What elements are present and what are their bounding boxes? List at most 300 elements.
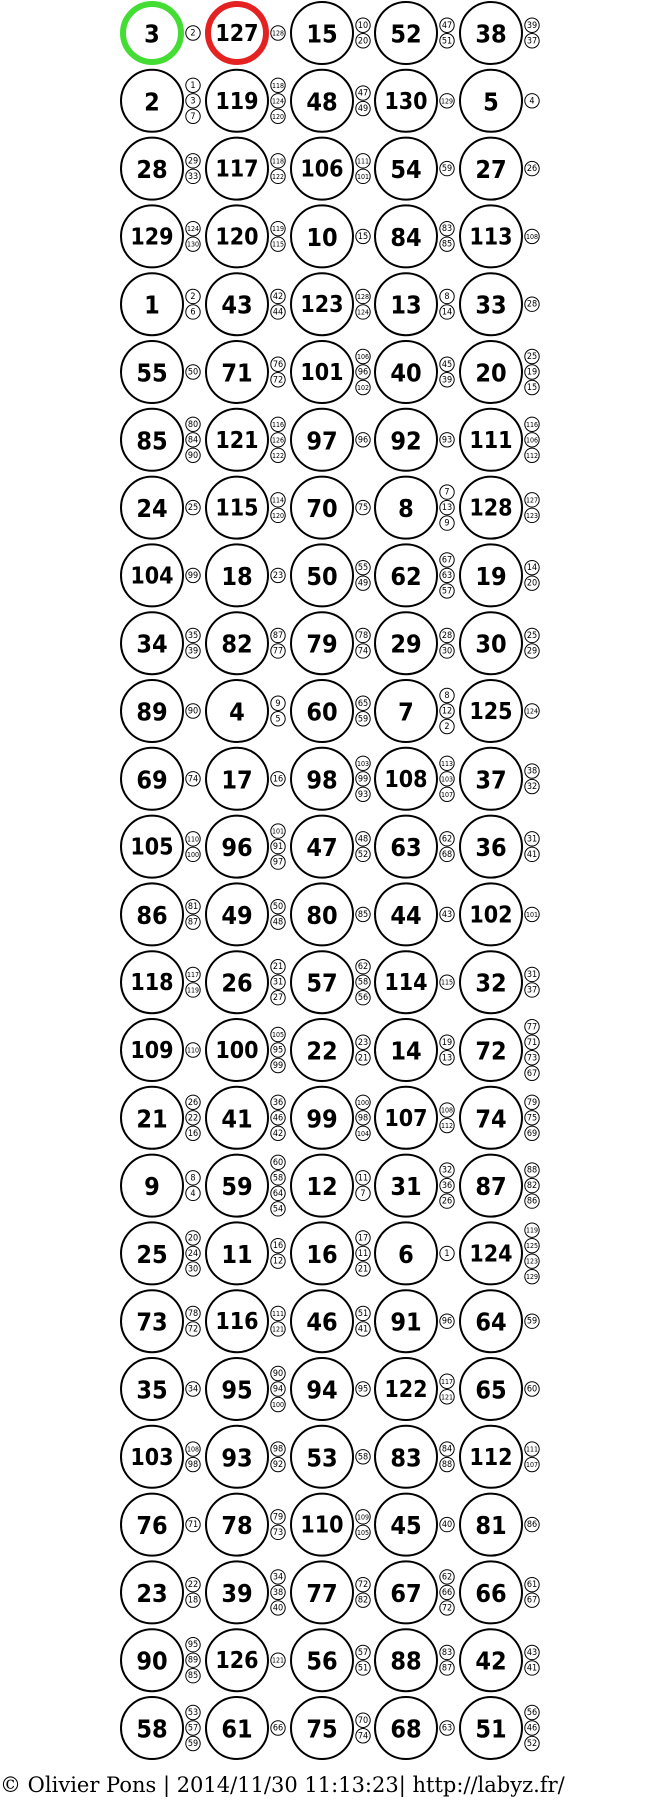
maze-cell[interactable]: [121, 138, 200, 200]
maze-cell[interactable]: [206, 409, 285, 471]
link-badge-number: 116: [271, 420, 285, 429]
maze-cell[interactable]: [291, 409, 370, 471]
maze-cell[interactable]: [206, 138, 285, 200]
link-badge: [186, 899, 200, 913]
link-badge: [356, 712, 370, 726]
link-badge: [525, 1517, 539, 1531]
link-badge-number: 21: [272, 962, 284, 973]
maze-cell[interactable]: [206, 1426, 285, 1488]
maze-cell[interactable]: [460, 205, 539, 267]
link-badge-number: 124: [186, 225, 200, 234]
link-badge-number: 10: [357, 20, 369, 31]
maze-cell[interactable]: [375, 951, 454, 1013]
link-badge-number: 51: [357, 1663, 369, 1674]
link-badge: [271, 1525, 285, 1539]
maze-cell[interactable]: [206, 70, 285, 132]
maze-cell[interactable]: [375, 1019, 454, 1081]
link-badge-number: 81: [187, 902, 199, 913]
maze-cell[interactable]: [121, 748, 200, 810]
maze-cell[interactable]: [460, 1290, 539, 1352]
maze-cell[interactable]: [375, 409, 454, 471]
link-badge: [440, 289, 454, 303]
link-badge-number: 31: [526, 834, 538, 845]
link-badge: [356, 154, 370, 168]
link-badge-number: 26: [187, 1097, 199, 1108]
maze-cell[interactable]: [206, 1155, 285, 1217]
maze-cell[interactable]: [121, 816, 200, 878]
link-badge-number: 103: [440, 775, 454, 784]
maze-cell[interactable]: [375, 883, 454, 945]
link-badge-number: 13: [441, 503, 453, 514]
link-badge-number: 86: [526, 1520, 538, 1531]
link-badge: [440, 719, 454, 733]
maze-cell[interactable]: [375, 612, 454, 674]
maze-cell[interactable]: [460, 883, 539, 945]
link-badge-number: 74: [187, 774, 199, 785]
cell-number: 123: [300, 292, 344, 319]
maze-cell[interactable]: [291, 2, 370, 64]
link-badge-number: 88: [526, 1165, 538, 1176]
link-badge: [186, 1736, 200, 1750]
link-badge: [271, 1510, 285, 1524]
maze-cell[interactable]: [375, 1494, 454, 1556]
link-badge: [356, 907, 370, 921]
link-badge: [271, 78, 285, 92]
maze-cell[interactable]: [375, 1561, 454, 1623]
link-badge-number: 121: [440, 1393, 454, 1402]
link-badge-number: 100: [186, 850, 200, 859]
maze-cell[interactable]: [291, 748, 370, 810]
link-badge-number: 96: [357, 367, 369, 378]
maze-cell[interactable]: [121, 1629, 200, 1691]
link-badge: [271, 1322, 285, 1336]
maze-cell[interactable]: [206, 1494, 285, 1556]
link-badge-number: 32: [441, 1165, 453, 1176]
cell-number: 121: [215, 427, 259, 454]
link-badge: [356, 1382, 370, 1396]
link-badge-number: 31: [272, 977, 284, 988]
maze-cell[interactable]: [460, 1561, 539, 1623]
cell-number: 112: [469, 1444, 513, 1471]
link-badge: [271, 109, 285, 123]
link-badge: [525, 644, 539, 658]
link-badge: [186, 1095, 200, 1109]
maze-cell[interactable]: [291, 341, 370, 403]
maze-cell[interactable]: [121, 1426, 200, 1488]
link-badge-number: 23: [357, 1037, 369, 1048]
link-badge: [525, 34, 539, 48]
maze-cell[interactable]: [121, 409, 200, 471]
link-badge: [356, 1525, 370, 1539]
maze-cell[interactable]: [291, 1358, 370, 1420]
link-badge-number: 105: [356, 1528, 370, 1537]
link-badge: [186, 1246, 200, 1260]
maze-cell[interactable]: [460, 70, 539, 132]
link-badge-number: 24: [187, 1248, 199, 1259]
maze-cell[interactable]: [121, 1222, 200, 1284]
link-badge: [525, 1269, 539, 1283]
maze-cell[interactable]: [460, 1087, 539, 1149]
maze-cell[interactable]: [121, 612, 200, 674]
link-badge: [271, 772, 285, 786]
link-badge-number: 115: [440, 978, 454, 987]
link-badge-number: 7: [444, 487, 450, 498]
maze-cell[interactable]: [460, 341, 539, 403]
maze-cell[interactable]: [375, 477, 454, 539]
link-badge-number: 13: [441, 1053, 453, 1064]
maze-cell[interactable]: [375, 680, 454, 742]
link-badge: [356, 696, 370, 710]
maze-cell[interactable]: [291, 612, 370, 674]
maze-cell[interactable]: [121, 1494, 200, 1556]
link-badge: [356, 1126, 370, 1140]
cell-number: 18: [221, 561, 253, 591]
link-badge: [440, 1035, 454, 1049]
link-badge-number: 33: [187, 171, 199, 182]
link-badge: [271, 1027, 285, 1041]
cell-number: 61: [221, 1714, 253, 1744]
maze-cell[interactable]: [375, 816, 454, 878]
maze-cell[interactable]: [206, 1358, 285, 1420]
link-badge: [525, 1457, 539, 1471]
link-badge-number: 49: [357, 578, 369, 589]
maze-cell[interactable]: [375, 1290, 454, 1352]
maze-cell[interactable]: [291, 1629, 370, 1691]
link-badge: [356, 380, 370, 394]
link-badge-number: 127: [525, 496, 539, 505]
maze-cell[interactable]: [206, 1629, 285, 1691]
maze-cell[interactable]: [460, 1426, 539, 1488]
maze-cell[interactable]: [291, 951, 370, 1013]
maze-cell[interactable]: [121, 341, 200, 403]
link-badge: [525, 779, 539, 793]
link-badge: [271, 644, 285, 658]
maze-cell[interactable]: [291, 544, 370, 606]
cell-number: 50: [306, 561, 338, 591]
link-badge-number: 118: [271, 81, 285, 90]
link-badge-number: 37: [526, 36, 538, 47]
link-badge-number: 63: [441, 1723, 453, 1734]
maze-cell[interactable]: [460, 1494, 539, 1556]
link-badge-number: 27: [272, 993, 284, 1004]
link-badge: [186, 1577, 200, 1591]
maze-cell[interactable]: [206, 544, 285, 606]
maze-cell[interactable]: [121, 544, 200, 606]
maze-cell[interactable]: [291, 680, 370, 742]
link-badge: [186, 305, 200, 319]
link-badge-number: 77: [272, 646, 284, 657]
maze-cell[interactable]: [375, 544, 454, 606]
maze-cell[interactable]: [375, 1629, 454, 1691]
link-badge-number: 66: [272, 1723, 284, 1734]
link-badge: [356, 1593, 370, 1607]
link-badge: [271, 696, 285, 710]
cell-number: 17: [221, 765, 253, 795]
maze-cell[interactable]: [375, 1358, 454, 1420]
link-badge-number: 117: [186, 970, 200, 979]
link-badge: [356, 1186, 370, 1200]
maze-cell[interactable]: [291, 1019, 370, 1081]
maze-cell[interactable]: [121, 70, 200, 132]
maze-cell[interactable]: [291, 273, 370, 335]
link-badge: [356, 960, 370, 974]
cell-number: 106: [300, 156, 344, 183]
link-badge-number: 70: [357, 1715, 369, 1726]
link-badge-number: 2: [190, 291, 196, 302]
link-badge-number: 47: [441, 20, 453, 31]
maze-cell[interactable]: [291, 138, 370, 200]
maze-cell[interactable]: [121, 1561, 200, 1623]
link-badge-number: 60: [272, 1157, 284, 1168]
maze-cell[interactable]: [291, 205, 370, 267]
maze-cell[interactable]: [123, 4, 200, 62]
cell-number: 36: [475, 833, 507, 863]
maze-cell[interactable]: [206, 1290, 285, 1352]
maze-cell[interactable]: [121, 680, 200, 742]
link-badge: [356, 1035, 370, 1049]
maze-cell[interactable]: [121, 273, 200, 335]
maze-cell[interactable]: [375, 1087, 454, 1149]
maze-cell[interactable]: [291, 1087, 370, 1149]
maze-cell[interactable]: [375, 1697, 454, 1759]
maze-cell[interactable]: [375, 70, 454, 132]
link-badge: [271, 1202, 285, 1216]
link-badge: [271, 1171, 285, 1185]
maze-cell[interactable]: [460, 273, 539, 335]
cell-number: 87: [475, 1172, 507, 1202]
link-badge: [525, 18, 539, 32]
maze-cell[interactable]: [206, 1019, 285, 1081]
link-badge: [271, 448, 285, 462]
link-badge-number: 42: [272, 291, 284, 302]
link-badge-number: 74: [357, 1731, 369, 1742]
link-badge-number: 78: [357, 630, 369, 641]
link-badge: [440, 584, 454, 598]
maze-cell[interactable]: [206, 883, 285, 945]
link-badge: [271, 1721, 285, 1735]
link-badge: [525, 967, 539, 981]
maze-cell[interactable]: [291, 477, 370, 539]
maze-cell[interactable]: [206, 951, 285, 1013]
link-badge-number: 106: [356, 353, 370, 361]
maze-cell[interactable]: [460, 816, 539, 878]
link-badge-number: 48: [272, 917, 284, 928]
link-badge: [186, 628, 200, 642]
link-badge: [440, 516, 454, 530]
maze-cell[interactable]: [460, 1155, 539, 1217]
link-badge: [525, 1593, 539, 1607]
cell-number: 129: [130, 224, 174, 251]
maze-cell[interactable]: [291, 1426, 370, 1488]
maze-cell[interactable]: [375, 138, 454, 200]
cell-number: 31: [390, 1172, 422, 1202]
maze-cell[interactable]: [206, 273, 285, 335]
maze-cell[interactable]: [291, 1697, 370, 1759]
link-badge-number: 93: [441, 435, 453, 446]
maze-cell[interactable]: [208, 4, 285, 62]
cell-number: 22: [306, 1036, 338, 1066]
link-badge-number: 123: [525, 511, 539, 520]
maze-cell[interactable]: [460, 951, 539, 1013]
maze-cell[interactable]: [460, 680, 539, 742]
link-badge: [440, 832, 454, 846]
link-badge-number: 115: [271, 240, 285, 249]
maze-cell[interactable]: [121, 883, 200, 945]
cell-number: 42: [475, 1646, 507, 1676]
maze-cell[interactable]: [291, 883, 370, 945]
link-badge: [525, 448, 539, 462]
link-badge: [525, 1178, 539, 1192]
maze-cell[interactable]: [206, 748, 285, 810]
cell-number: 11: [221, 1239, 253, 1269]
maze-cell[interactable]: [291, 1290, 370, 1352]
link-badge: [525, 832, 539, 846]
maze-cell[interactable]: [460, 1019, 539, 1081]
link-badge: [525, 983, 539, 997]
link-badge: [186, 237, 200, 251]
link-badge-number: 48: [357, 834, 369, 845]
maze-cell[interactable]: [375, 1426, 454, 1488]
maze-cell[interactable]: [121, 205, 200, 267]
cell-number: 45: [390, 1511, 422, 1541]
cell-number: 95: [221, 1375, 253, 1405]
link-badge: [525, 847, 539, 861]
maze-cell[interactable]: [206, 816, 285, 878]
cell-number: 74: [475, 1104, 507, 1134]
maze-cell[interactable]: [121, 951, 200, 1013]
cell-number: 41: [221, 1104, 253, 1134]
link-badge: [186, 983, 200, 997]
maze-cell[interactable]: [121, 1358, 200, 1420]
maze-cell[interactable]: [460, 1358, 539, 1420]
link-badge: [440, 373, 454, 387]
link-badge-number: 63: [441, 570, 453, 581]
link-badge: [356, 787, 370, 801]
link-badge-number: 87: [441, 1663, 453, 1674]
link-badge: [271, 154, 285, 168]
maze-cell[interactable]: [375, 748, 454, 810]
link-badge-number: 43: [441, 909, 453, 920]
link-badge-number: 20: [357, 36, 369, 47]
link-badge-number: 69: [526, 1128, 538, 1139]
link-badge-number: 21: [357, 1053, 369, 1064]
link-badge-number: 49: [357, 104, 369, 115]
link-badge: [440, 1645, 454, 1659]
cell-number: 113: [469, 224, 513, 251]
maze-cell[interactable]: [121, 477, 200, 539]
maze-cell[interactable]: [206, 341, 285, 403]
maze-cell[interactable]: [121, 1087, 200, 1149]
link-badge-number: 51: [357, 1308, 369, 1319]
maze-cell[interactable]: [206, 680, 285, 742]
maze-cell[interactable]: [206, 1222, 285, 1284]
maze-cell[interactable]: [460, 477, 539, 539]
link-badge: [356, 86, 370, 100]
maze-cell[interactable]: [206, 1561, 285, 1623]
link-badge: [271, 289, 285, 303]
link-badge-number: 90: [187, 450, 199, 461]
maze-cell[interactable]: [121, 1019, 200, 1081]
maze-cell[interactable]: [460, 612, 539, 674]
maze-cell[interactable]: [206, 205, 285, 267]
link-badge: [525, 628, 539, 642]
link-badge-number: 45: [441, 359, 453, 370]
link-badge: [271, 508, 285, 522]
maze-cell[interactable]: [206, 1697, 285, 1759]
cell-number: 46: [306, 1307, 338, 1337]
maze-cell[interactable]: [460, 138, 539, 200]
link-badge: [356, 1171, 370, 1185]
cell-number: 130: [384, 88, 428, 115]
maze-cell[interactable]: [460, 1629, 539, 1691]
link-badge: [440, 704, 454, 718]
maze-cell[interactable]: [375, 1222, 454, 1284]
link-badge-number: 79: [526, 1097, 538, 1108]
cell-number: 80: [306, 900, 338, 930]
link-badge-number: 26: [526, 164, 538, 175]
cell-number: 84: [390, 222, 422, 252]
link-badge-number: 73: [526, 1053, 538, 1064]
link-badge-number: 59: [526, 1316, 538, 1327]
link-badge-number: 19: [526, 367, 538, 378]
cell-number: 90: [136, 1646, 168, 1676]
cell-number: 93: [221, 1443, 253, 1473]
link-badge-number: 56: [357, 993, 369, 1004]
maze-cell[interactable]: [291, 70, 370, 132]
cell-number: 60: [306, 697, 338, 727]
maze-cell[interactable]: [291, 1155, 370, 1217]
maze-cell[interactable]: [121, 1697, 200, 1759]
maze-cell[interactable]: [206, 612, 285, 674]
maze-cell[interactable]: [291, 816, 370, 878]
maze-cell[interactable]: [375, 205, 454, 267]
link-badge-number: 40: [441, 1520, 453, 1531]
maze-cell[interactable]: [460, 2, 539, 64]
maze-cell[interactable]: [121, 1290, 200, 1352]
maze-cell[interactable]: [375, 273, 454, 335]
maze-cell[interactable]: [291, 1222, 370, 1284]
maze-cell[interactable]: [291, 1561, 370, 1623]
link-badge-number: 4: [190, 1188, 196, 1199]
maze-cell[interactable]: [375, 341, 454, 403]
maze-cell[interactable]: [375, 1155, 454, 1217]
link-badge: [356, 1322, 370, 1336]
maze-cell[interactable]: [206, 1087, 285, 1149]
maze-cell[interactable]: [291, 1494, 370, 1556]
maze-cell[interactable]: [460, 544, 539, 606]
maze-cell[interactable]: [460, 409, 539, 471]
link-badge: [440, 1103, 454, 1117]
maze-cell[interactable]: [460, 1697, 539, 1759]
maze-cell[interactable]: [460, 748, 539, 810]
link-badge-number: 29: [187, 156, 199, 167]
link-badge-number: 7: [360, 1188, 366, 1199]
cell-number: 109: [130, 1038, 174, 1064]
link-badge: [356, 1262, 370, 1276]
link-badge-number: 22: [187, 1113, 199, 1124]
maze-cell[interactable]: [375, 2, 454, 64]
link-badge-number: 109: [356, 1513, 370, 1522]
maze-cell[interactable]: [121, 1155, 200, 1217]
maze-cell[interactable]: [460, 1222, 539, 1284]
link-badge: [186, 1043, 200, 1057]
link-badge-number: 9: [444, 518, 450, 529]
maze-cell[interactable]: [206, 477, 285, 539]
link-badge-number: 39: [441, 375, 453, 386]
link-badge: [186, 915, 200, 929]
link-badge-number: 121: [271, 1656, 285, 1665]
link-badge: [356, 433, 370, 447]
